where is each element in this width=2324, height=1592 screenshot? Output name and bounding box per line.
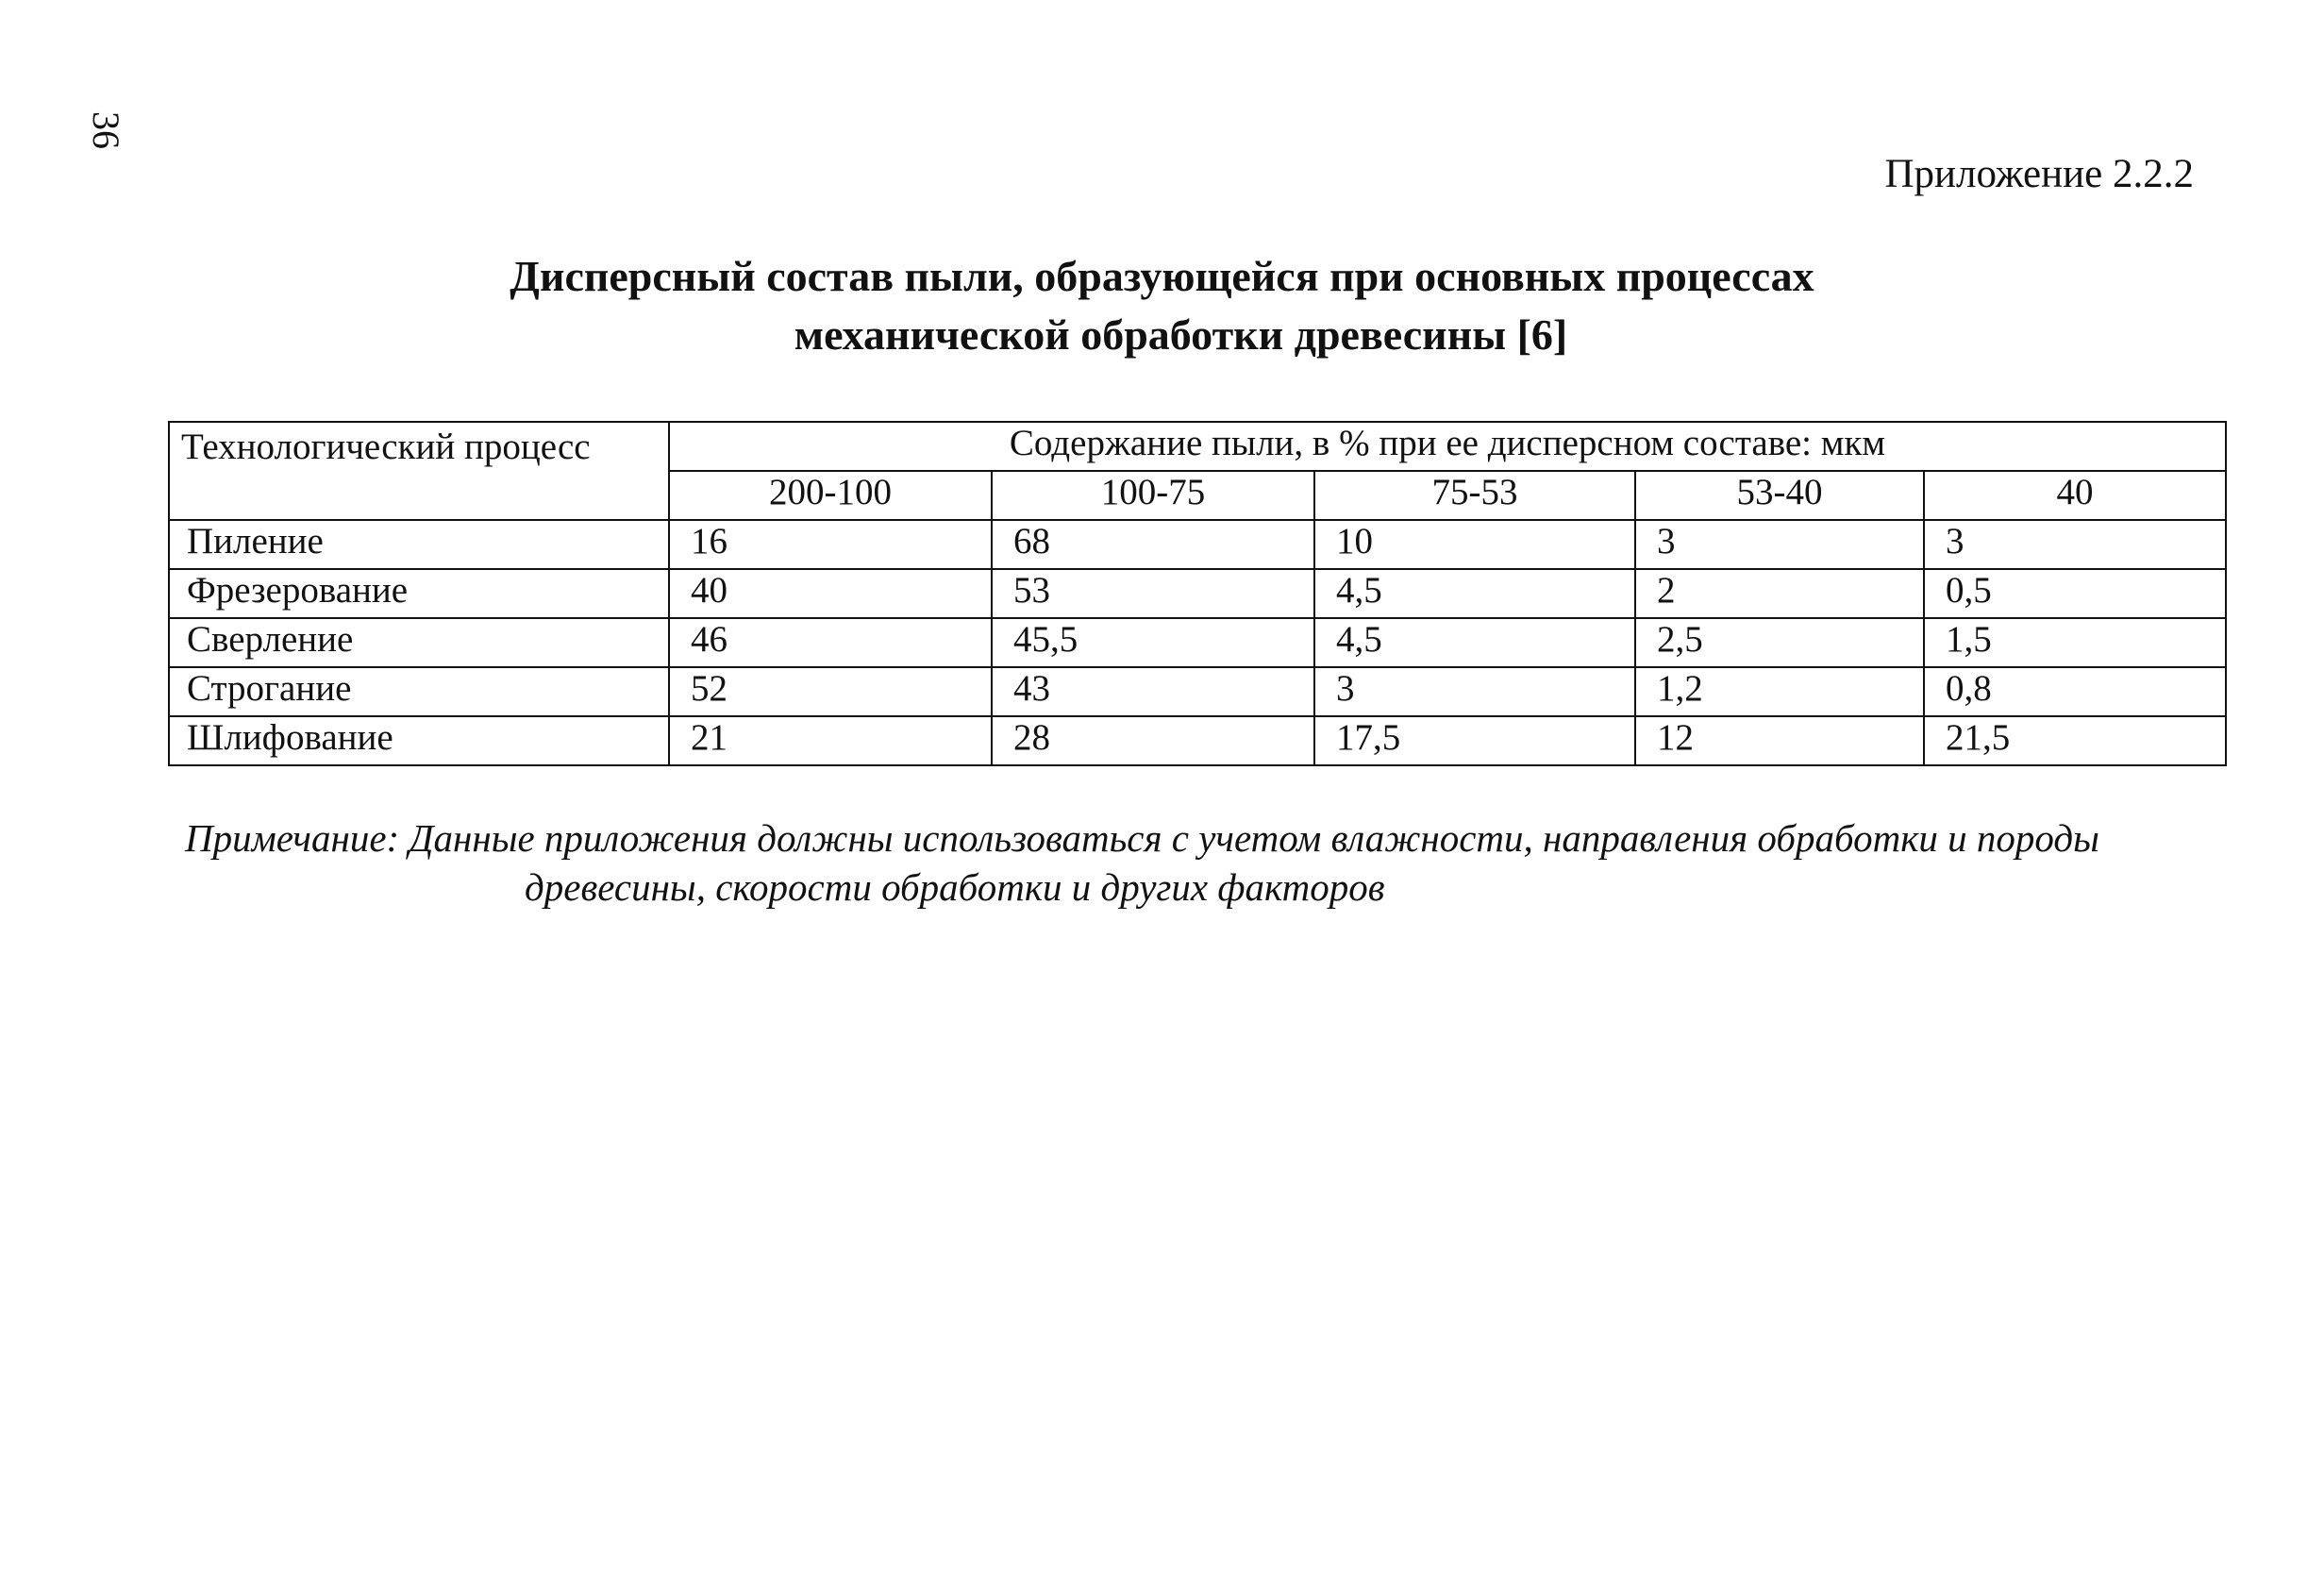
table-cell: 16 [669,520,992,569]
table-cell: 21 [669,716,992,765]
table-cell: 17,5 [1314,716,1635,765]
table-cell: 28 [992,716,1314,765]
process-name: Шлифование [169,716,669,765]
table-cell: 53 [992,569,1314,618]
table-cell: 3 [1314,667,1635,716]
note-line-1: Примечание: Данные приложения должны использоваться с учетом влажности, направления обработки и породы [185,816,2099,860]
table-cell: 0,5 [1924,569,2226,618]
table-row [169,667,2226,716]
table-cell: 4,5 [1314,569,1635,618]
table-cell: 45,5 [992,618,1314,667]
table-cell: 68 [992,520,1314,569]
process-name: Строгание [169,667,669,716]
range-header: 200-100 [669,471,992,520]
table-cell: 0,8 [1924,667,2226,716]
table-cell: 1,2 [1635,667,1924,716]
range-header: 100-75 [992,471,1314,520]
table-row [169,520,2226,569]
note-line-2: древесины, скорости обработки и других факторов [525,865,1385,909]
page-number: 36 [85,111,127,149]
process-name: Пиление [169,520,669,569]
table-cell: 40 [669,569,992,618]
table-cell: 4,5 [1314,618,1635,667]
table-cell: 10 [1314,520,1635,569]
table-note [185,813,2204,912]
table-cell: 3 [1924,520,2226,569]
process-name: Фрезерование [169,569,669,618]
table-row [169,716,2226,765]
dust-content-group-header: Содержание пыли, в % при ее дисперсном составе: мкм [669,422,2226,471]
table-cell: 46 [669,618,992,667]
table-cell: 52 [669,667,992,716]
appendix-label: Приложение 2.2.2 [1884,152,2194,196]
document-title [0,247,2324,364]
process-column-header: Технологический процесс [169,422,669,520]
table-cell: 12 [1635,716,1924,765]
table-row [169,618,2226,667]
table-header-row [169,422,2226,471]
range-header: 40 [1924,471,2226,520]
table-cell: 2 [1635,569,1924,618]
range-header: 53-40 [1635,471,1924,520]
table-cell: 43 [992,667,1314,716]
range-header: 75-53 [1314,471,1635,520]
table-row [169,569,2226,618]
table-cell: 1,5 [1924,618,2226,667]
title-line-2: механической обработки древесины [6] [794,310,1568,359]
table-cell: 2,5 [1635,618,1924,667]
dust-composition-table [168,421,2227,766]
process-name: Сверление [169,618,669,667]
table-cell: 21,5 [1924,716,2226,765]
table-cell: 3 [1635,520,1924,569]
title-line-1: Дисперсный состав пыли, образующейся при основных процессах [510,252,1814,300]
